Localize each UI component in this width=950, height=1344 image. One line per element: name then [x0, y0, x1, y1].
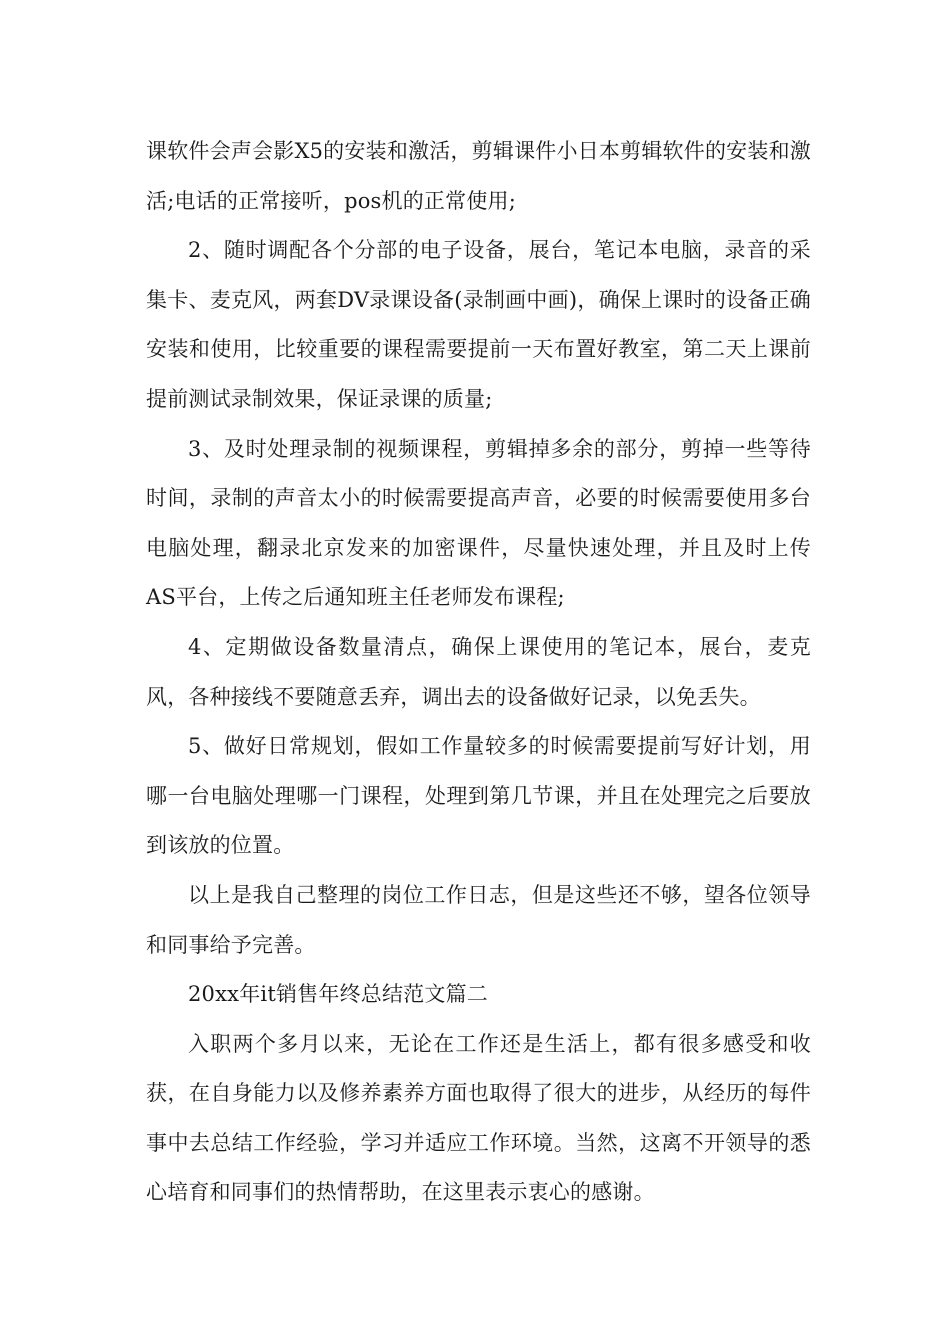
section-heading: 20xx年it销售年终总结范文篇二 [188, 982, 488, 1007]
paragraph-continuation: 课软件会声会影X5的安装和激活，剪辑课件小日本剪辑软件的安装和激活;电话的正常接听，pos机的正常使用; [146, 139, 811, 213]
paragraph-closing: 以上是我自己整理的岗位工作日志，但是这些还不够，望各位领导和同事给予完善。 [146, 882, 811, 957]
paragraph-item-4: 4、定期做设备数量清点，确保上课使用的笔记本，展台，麦克风，各种接线不要随意丢弃，调出去的设备做好记录，以免丢失。 [146, 634, 811, 709]
document-body [146, 127, 811, 1218]
paragraph-item-5: 5、做好日常规划，假如工作量较多的时候需要提前写好计划，用哪一台电脑处理哪一门课程，处理到第几节课，并且在处理完之后要放到该放的位置。 [146, 734, 811, 858]
paragraph-item-2: 2、随时调配各个分部的电子设备，展台，笔记本电脑，录音的采集卡、麦克风，两套DV录课设备(录制画中画)，确保上课时的设备正确安装和使用，比较重要的课程需要提前一天布置好教室，第二天上课前提前测试录制效果，保证录课的质量; [146, 238, 811, 411]
paragraph-item-3: 3、及时处理录制的视频课程，剪辑掉多余的部分，剪掉一些等待时间，录制的声音太小的时候需要提高声音，必要的时候需要使用多台电脑处理，翻录北京发来的加密课件，尽量快速处理，并且及时上传AS平台，上传之后通知班主任老师发布课程; [146, 436, 811, 610]
paragraph-intro: 入职两个多月以来，无论在工作还是生活上，都有很多感受和收获，在自身能力以及修养素养方面也取得了很大的进步，从经历的每件事中去总结工作经验，学习并适应工作环境。当然，这离不开领导的悉心培育和同事们的热情帮助，在这里表示衷心的感谢。 [146, 1031, 811, 1205]
